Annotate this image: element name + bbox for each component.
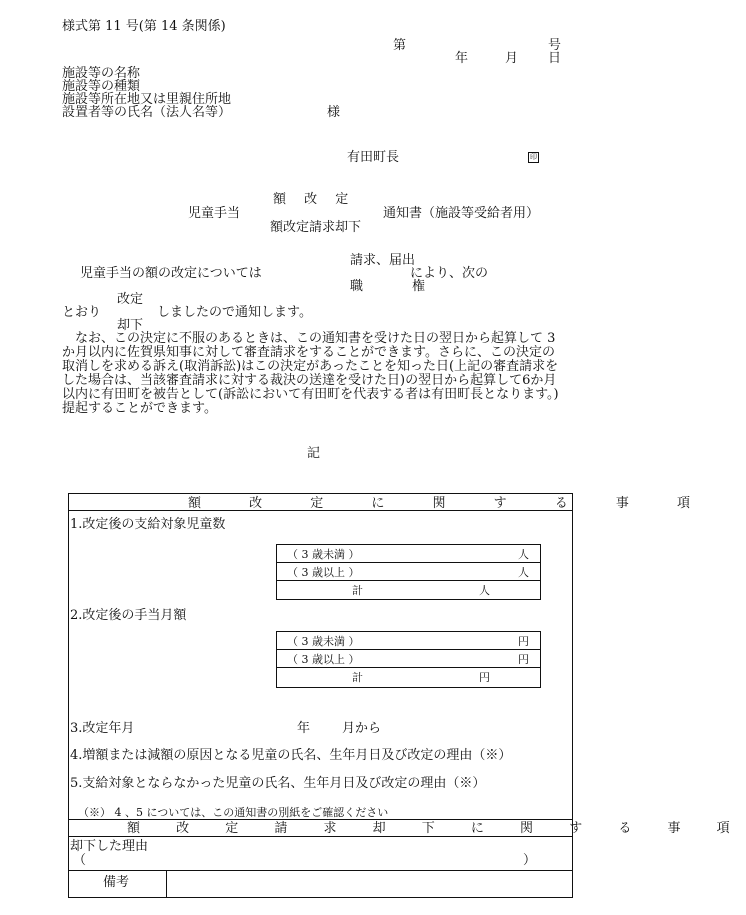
title-line1: 額 改 定	[273, 192, 356, 207]
item3-year: 年	[297, 721, 311, 736]
section2-header: 額 改 定 請 求 却 下 に 関 す る 事 項	[127, 821, 746, 836]
item5-label: 5.支給対象とならなかった児童の氏名、生年月日及び改定の理由（※）	[70, 776, 486, 791]
amount-over3-label: （ 3 歳以上 ）	[287, 653, 360, 666]
form-number: 様式第 11 号(第 14 条関係)	[62, 19, 226, 34]
section1-header: 額 改 定 に 関 す る 事 項	[188, 496, 713, 511]
divider	[276, 667, 540, 668]
children-under3-unit: 人	[518, 548, 529, 561]
issuer-title: 有田町長	[347, 150, 400, 165]
item3-month: 月から	[342, 721, 382, 736]
body-option-top: 請求、届出	[350, 253, 416, 268]
honorific: 様	[327, 105, 341, 120]
divider	[166, 870, 167, 897]
amount-under3-unit: 円	[518, 635, 529, 648]
children-over3-label: （ 3 歳以上 ）	[287, 566, 360, 579]
children-total-unit: 人	[479, 584, 490, 597]
body-toori: とおり	[62, 305, 102, 320]
body-kyakka: 却下	[117, 318, 144, 333]
reject-reason-label: 却下した理由	[70, 839, 149, 854]
item4-label: 4.増額または減額の原因となる児童の氏名、生年月日及び改定の理由（※）	[70, 748, 512, 763]
divider	[276, 580, 540, 581]
remarks-label: 備考	[103, 875, 130, 890]
body-kaitei: 改定	[117, 292, 144, 307]
item1-label: 1.改定後の支給対象児童数	[70, 517, 226, 532]
paren-open: （	[73, 853, 87, 868]
body-lead: 児童手当の額の改定については	[80, 266, 262, 281]
divider	[68, 870, 572, 871]
children-under3-label: （ 3 歳未満 ）	[287, 548, 360, 561]
body-mid: により、次の	[410, 266, 489, 281]
paren-close: ）	[523, 853, 537, 868]
note-text: （※） 4 、5 については、この通知書の別紙をご確認ください	[78, 806, 389, 819]
date-year: 年	[455, 51, 469, 66]
divider	[68, 836, 572, 837]
founder-name-label: 設置者等の氏名（法人名等）	[62, 105, 232, 120]
doc-number-prefix: 第	[393, 38, 407, 53]
body-tail: しましたので通知します。	[157, 305, 312, 320]
ki-mark: 記	[307, 446, 321, 461]
amount-total-unit: 円	[479, 671, 490, 684]
item3-label: 3.改定年月	[70, 721, 135, 736]
body-option-bottom-2: 権	[412, 279, 426, 294]
children-over3-unit: 人	[518, 566, 529, 579]
divider	[276, 562, 540, 563]
title-right: 通知書（施設等受給者用）	[383, 206, 540, 221]
appeal-notice: なお、この決定に不服のあるときは、この通知書を受けた日の翌日から起算して 3 か月以内に佐賀県知事に対して審査請求をすることができます。さらに、この決定の取消しを求める訴え(取消訴訟)はこの決定があったことを知った日(上記の審査請求をした場合は、当該審査請求に対する裁決の送達を受けた日)の翌日から起算して6か月以内に有田町を被告として(訴訟において有田町を代表する者は有田町長となります。)提起することができます。	[62, 331, 559, 416]
amount-over3-unit: 円	[518, 653, 529, 666]
amount-total-label: 計	[352, 671, 363, 684]
divider	[276, 649, 540, 650]
title-line3: 額改定請求却下	[270, 220, 362, 235]
title-left: 児童手当	[188, 206, 241, 221]
date-day: 日	[548, 51, 562, 66]
facility-type-label: 施設等の種類	[62, 79, 141, 94]
facility-address-label: 施設等所在地又は里親住所地	[62, 92, 232, 107]
body-option-bottom-1: 職	[350, 279, 364, 294]
children-total-label: 計	[352, 584, 363, 597]
divider	[68, 819, 572, 820]
seal-stamp: 印	[530, 153, 537, 161]
amount-under3-label: （ 3 歳未満 ）	[287, 635, 360, 648]
divider	[68, 510, 572, 511]
item2-label: 2.改定後の手当月額	[70, 608, 187, 623]
date-month: 月	[505, 51, 519, 66]
doc-number-suffix: 号	[548, 38, 562, 53]
facility-name-label: 施設等の名称	[62, 66, 141, 81]
